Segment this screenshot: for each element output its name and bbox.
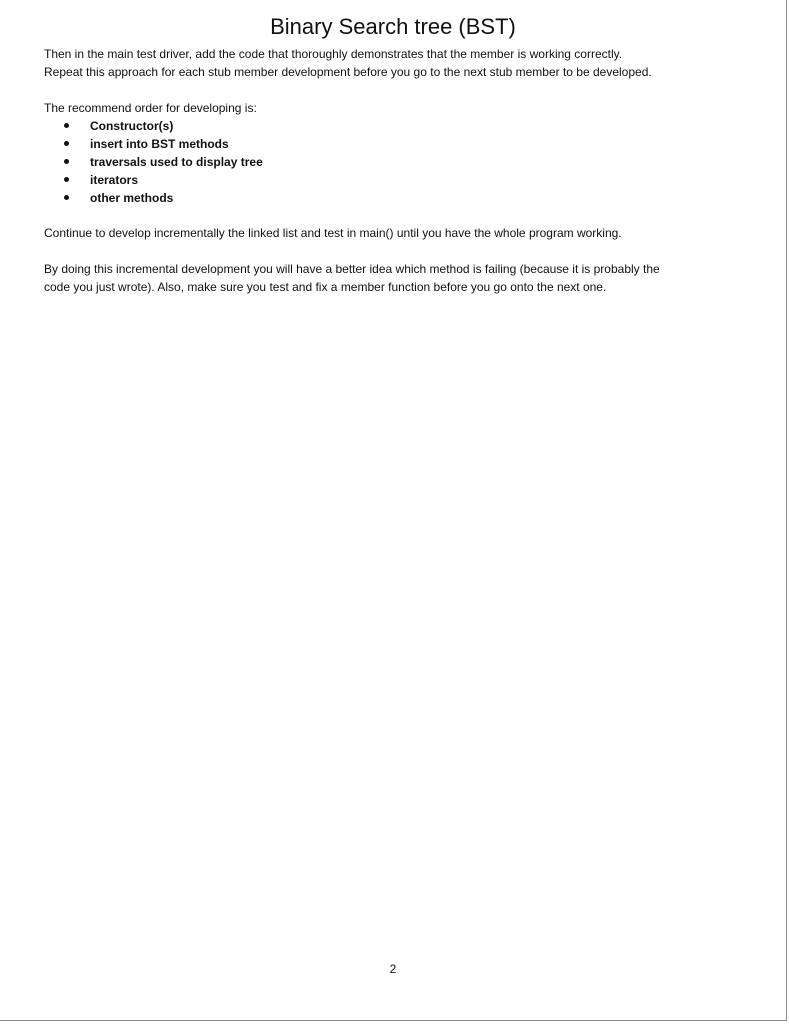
intro-line-2: Repeat this approach for each stub member development before you go to the next stub member to be developed. xyxy=(44,65,652,79)
bullet-icon xyxy=(64,123,69,128)
bullet-icon xyxy=(64,177,69,182)
page-number: 2 xyxy=(389,962,397,976)
continue-text: Continue to develop incrementally the linked list and test in main() until you have the whole program working. xyxy=(44,226,622,240)
list-item xyxy=(62,117,263,135)
intro-line-1: Then in the main test driver, add the code that thoroughly demonstrates that the member is working correctly. xyxy=(44,47,623,61)
continue-paragraph xyxy=(44,224,744,242)
order-heading xyxy=(44,99,744,117)
list-item-label: Constructor(s) xyxy=(90,119,174,133)
bullet-icon xyxy=(64,141,69,146)
list-item xyxy=(62,153,263,171)
document-title: Binary Search tree (BST) xyxy=(270,14,516,39)
bullet-icon xyxy=(64,195,69,200)
list-item xyxy=(62,189,263,207)
closing-line-1: By doing this incremental development you will have a better idea which method is failing (because it is probably the xyxy=(44,262,660,276)
order-list xyxy=(62,117,263,207)
order-heading-text: The recommend order for developing is: xyxy=(44,101,257,115)
list-item-label: iterators xyxy=(90,173,139,187)
intro-paragraph xyxy=(44,45,744,81)
list-item xyxy=(62,135,263,153)
closing-paragraph xyxy=(44,260,744,296)
list-item-label: traversals used to display tree xyxy=(90,155,263,169)
bullet-icon xyxy=(64,159,69,164)
closing-line-2: code you just wrote). Also, make sure you test and fix a member function before you go onto the next one. xyxy=(44,280,607,294)
list-item-label: other methods xyxy=(90,191,174,205)
list-item xyxy=(62,171,263,189)
list-item-label: insert into BST methods xyxy=(90,137,229,151)
